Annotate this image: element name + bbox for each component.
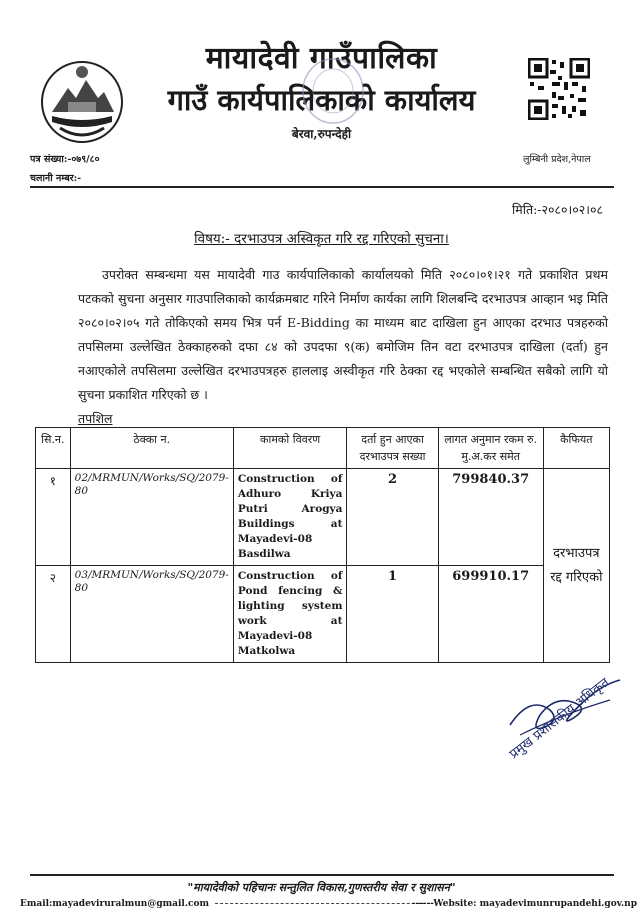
header-tender-no: ठेक्का न. <box>70 428 233 469</box>
signatory-title: प्रमुख प्रशासकीय अधिकृत <box>506 675 613 763</box>
footer-website: ------Website: mayadevimunrupandehi.gov.np <box>411 899 637 909</box>
header-work-desc: कामको विवरण <box>233 428 347 469</box>
office-title-line2: गाउँ कार्यपालिकाको कार्यालय <box>167 83 476 117</box>
header-sn: सि.न. <box>36 428 71 469</box>
cell-tender-no: 02/MRMUN/Works/SQ/2079-80 <box>70 469 233 566</box>
cell-cost: 699910.17 <box>438 566 543 663</box>
header-divider <box>30 186 614 188</box>
header-remarks: कैफियत <box>543 428 609 469</box>
cell-bid-count: 2 <box>347 469 438 566</box>
notice-body <box>78 263 608 407</box>
province-label: लुम्बिनी प्रदेश,नेपाल <box>523 154 591 165</box>
office-address: बेरवा,रुपन्देही <box>291 127 352 141</box>
header-bid-count: दर्ता हुन आएका दरभाउपत्र सख्या <box>347 428 438 469</box>
footer-dash-line <box>215 903 430 904</box>
details-label: तपशिल <box>78 411 113 426</box>
footer-divider <box>30 874 614 876</box>
table-row <box>36 469 610 566</box>
dispatch-number: चलानी नम्बर:- <box>30 173 82 184</box>
footer-email: Email:mayadeviruralmun@gmail.com <box>20 899 209 909</box>
tender-table <box>35 427 610 663</box>
qr-code-icon <box>528 58 590 120</box>
document-date: मिति:-२०८०।०२।०८ <box>512 202 603 217</box>
table-row <box>36 566 610 663</box>
subject-line: विषय:- दरभाउपत्र अस्विकृत गरि रद्द गरिएको सुचना। <box>194 231 449 247</box>
cell-work-desc: Construction of Pond fencing & lighting system work at Mayadevi-08 Matkolwa <box>233 566 347 663</box>
cell-sn: १ <box>36 469 71 566</box>
letter-number: पत्र संख्या:-०७९/८० <box>30 154 100 165</box>
footer-slogan: "मायादेवीको पहिचानः सन्तुलित विकास,गुणस्तरीय सेवा र सुशासन" <box>187 881 456 894</box>
office-title-line1: मायादेवी गाउँपालिका <box>205 41 438 76</box>
cell-bid-count: 1 <box>347 566 438 663</box>
cell-tender-no: 03/MRMUN/Works/SQ/2079-80 <box>70 566 233 663</box>
notice-paragraph: उपरोक्त सम्बन्धमा यस मायादेवी गाउ कार्यपालिकाको कार्यालयको मिति २०८०।०१।२१ गते प्रकाशित प्रथम पटकको सुचना अनुसार गाउपालिकाको कार्यक्रमबाट गरिने निर्माण कार्यका लागि शिलबन्दि दरभाउपत्र आव्हान भइ मिति २०८०।०२।०५ गते तोकिएको समय भित्र पर्न E-Bidding का माध्यम बाट दाखिला हुन आएका दरभाउ पत्रहरुको तपसिलमा उल्लेखित ठेक्काहरुको दफा ८४ को उपदफा ९(क) बमोजिम तिन वटा दरभाउपत्र दाखिला (दर्ता) हुन नआएकोले तपसिलमा उल्लेखित दरभाउपत्रहरु हाललाइ अस्वीकृत गरि ठेक्का रद्द भएकोले सम्बन्धित सबैको लागि यो सुचना प्रकाशित गरिएको छ । <box>78 267 608 402</box>
cell-remarks: दरभाउपत्र रद्द गरिएको <box>543 469 609 663</box>
table-header-row <box>36 428 610 469</box>
cell-work-desc: Construction of Adhuro Kriya Putri Arogya Buildings at Mayadevi-08 Basdilwa <box>233 469 347 566</box>
cell-sn: २ <box>36 566 71 663</box>
office-stamp-icon <box>300 56 366 126</box>
cell-cost: 799840.37 <box>438 469 543 566</box>
header-cost: लागत अनुमान रकम रु. मु.अ.कर समेत <box>438 428 543 469</box>
